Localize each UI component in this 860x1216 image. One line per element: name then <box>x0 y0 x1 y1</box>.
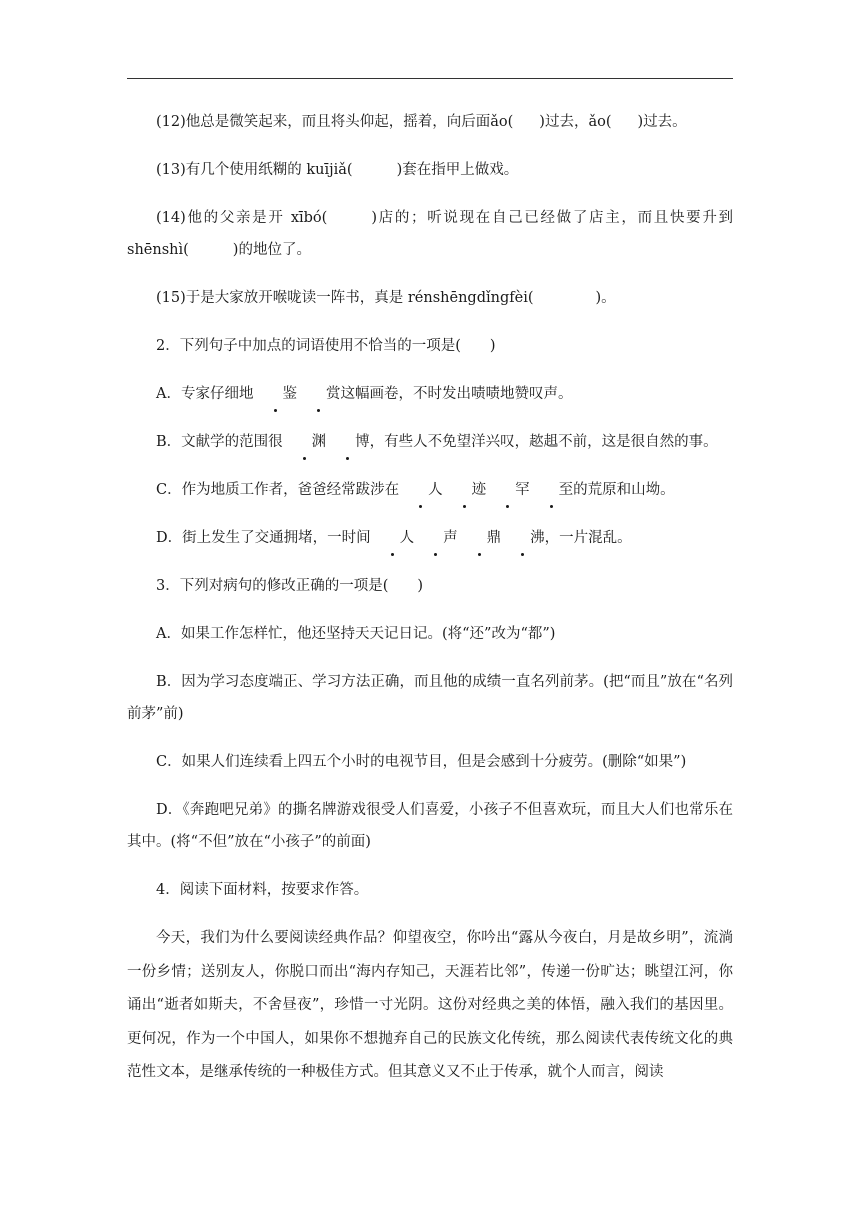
question-4-stem: 4．阅读下面材料，按要求作答。 <box>156 882 369 898</box>
header-rule <box>127 78 733 79</box>
question-2-option-a: A．专家仔细地 鉴 赏这幅画卷，不时发出啧啧地赞叹声。 <box>127 378 733 410</box>
question-3-stem: 3．下列对病句的修改正确的一项是( ) <box>156 578 424 594</box>
question-3-option-d: D．《奔跑吧兄弟》的撕名牌游戏很受人们喜爱，小孩子不但喜欢玩，而且大人们也常乐在其中。(将“不但”放在“小孩子”的前面) <box>127 802 733 850</box>
question-1-item-15: (15)于是大家放开喉咙读一阵书，真是 rénshēngdǐngfèi( )。 <box>156 290 616 306</box>
question-2-stem: 2．下列句子中加点的词语使用不恰当的一项是( ) <box>156 338 496 354</box>
question-4-passage: 今天，我们为什么要阅读经典作品？仰望夜空，你吟出“露从今夜白，月是故乡明”，流淌一份乡情；送别友人，你脱口而出“海内存知己，天涯若比邻”，传递一份旷达；眺望江河，你诵出“逝者如斯夫，不舍昼夜”，珍惜一寸光阴。这份对经典之美的体悟，融入我们的基因里。更何况，作为一个中国人，如果你不想抛弃自己的民族文化传统，那么阅读代表传统文化的典范性文本，是继承传统的一种极佳方式。但其意义又不止于传承，就个人而言，阅读 <box>127 930 733 1080</box>
question-3-option-a: A．如果工作怎样忙，他还坚持天天记日记。(将“还”改为“都”) <box>156 626 556 642</box>
question-3-option-b: B．因为学习态度端正、学习方法正确，而且他的成绩一直名列前茅。(把“而且”放在“名列前茅”前) <box>127 674 733 722</box>
question-1-item-13: (13)有几个使用纸糊的 kuījiǎ( )套在指甲上做戏。 <box>156 162 519 178</box>
question-3-option-c: C．如果人们连续看上四五个小时的电视节目，但是会感到十分疲劳。(删除“如果”) <box>156 754 687 770</box>
question-2-option-b: B．文献学的范围很 渊 博，有些人不免望洋兴叹，趑趄不前，这是很自然的事。 <box>127 426 733 458</box>
question-1-item-12: (12)他总是微笑起来，而且将头仰起，摇着，向后面ǎo( )过去，ǎo( )过去。 <box>156 114 687 130</box>
document-body <box>127 106 733 1090</box>
question-1-item-14: (14)他的父亲是开 xībó( )店的；听说现在自己已经做了店主，而且快要升到 shēnshì( )的地位了。 <box>127 210 734 258</box>
question-2-option-d: D．街上发生了交通拥堵，一时间 人 声 鼎 沸，一片混乱。 <box>127 522 733 554</box>
question-2-option-c: C．作为地质工作者，爸爸经常跋涉在 人 迹 罕 至的荒原和山坳。 <box>127 474 733 506</box>
